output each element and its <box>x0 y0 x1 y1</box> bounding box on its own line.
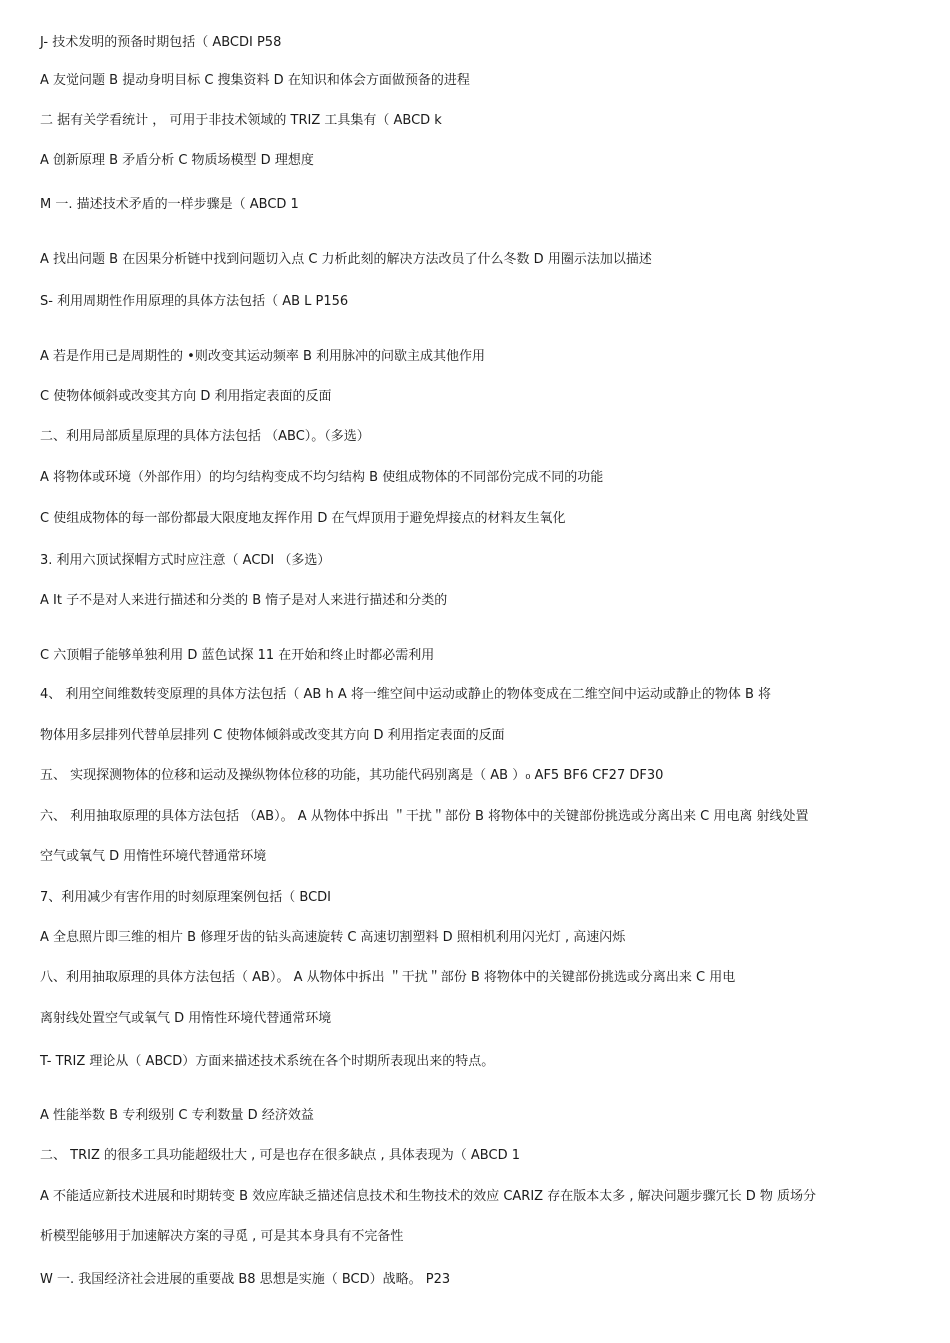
text-line: A It 子不是对人来进行描述和分类的 B 惰子是对人来进行描述和分类的 <box>40 593 448 608</box>
text-line: A 性能举数 B 专利级别 C 专利数量 D 经济效益 <box>40 1108 314 1123</box>
text-line: C 使物体倾斜或改变其方向 D 利用指定表面的反面 <box>40 389 332 404</box>
text-line: 五、 实现探测物体的位移和运动及操纵物体位移的功能，其功能代码别离是（ AB ）₀ AF5 BF6 CF27 DF30 <box>40 768 664 783</box>
text-line: T- TRIZ 理论从（ ABCD）方面来描述技术系统在各个时期所表现出来的特点。 <box>40 1054 495 1069</box>
text-line: A 将物体或环境（外部作用）的均匀结构变成不均匀结构 B 使组成物体的不同部份完成不同的功能 <box>40 470 604 485</box>
text-line: 7、利用减少有害作用的时刻原理案例包括（ BCDI <box>40 890 332 905</box>
text-line: 3. 利用六顶试探帽方式时应注意（ ACDI （多选） <box>40 553 331 568</box>
text-line: 二、利用局部质星原理的具体方法包括 （ABC）。（多选） <box>40 429 370 444</box>
text-line: 4、 利用空间维数转变原理的具体方法包括（ AB h A 将一维空间中运动或静止的物体变成在二维空间中运动或静止的物体 B 将 <box>40 687 772 702</box>
text-line: W 一. 我国经济社会进展的重要战 B8 思想是实施（ BCD）战略。 P23 <box>40 1272 451 1287</box>
text-line: 离射线处置空气或氧气 D 用惰性环境代替通常环境 <box>40 1011 332 1026</box>
text-line: 八、利用抽取原理的具体方法包括（ AB）。 A 从物体中拆出 ＂干扰＂部份 B 将物体中的关键部份挑选或分离出来 C 用电 <box>40 970 736 985</box>
text-line: A 若是作用已是周期性的 •则改变其运动频率 B 利用脉冲的问歇主成其他作用 <box>40 349 486 364</box>
text-line: C 使组成物体的每一部份都最大限度地友挥作用 D 在气焊顶用于避免焊接点的材料友生氧化 <box>40 511 566 526</box>
text-line: 析模型能够用于加速解决方案的寻觅 , 可是其本身具有不完备性 <box>40 1229 404 1244</box>
text-line: 二、 TRIZ 的很多工具功能超级壮大 , 可是也存在很多缺点 , 具体表现为（ ABCD 1 <box>40 1148 520 1163</box>
text-line: A 全息照片即三维的相片 B 修理牙齿的钻头高速旋转 C 高速切割塑料 D 照相机利用闪光灯 , 高速闪烁 <box>40 930 626 945</box>
text-line: 空气或氧气 D 用惰性环境代替通常环境 <box>40 849 267 864</box>
text-line: 二 据有关学看统计 ， 可用于非技术领域的 TRIZ 工具集有（ ABCD k <box>40 113 442 128</box>
text-line: S- 利用周期性作用原理的具体方法包括（ AB L P156 <box>40 294 349 309</box>
text-line: M 一. 描述技术矛盾的一样步骤是（ ABCD 1 <box>40 197 299 212</box>
text-line: 物体用多层排列代替单层排列 C 使物体倾斜或改变其方向 D 利用指定表面的反面 <box>40 728 505 743</box>
text-line: A 找出问题 B 在因果分析链中找到问题切入点 C 力析此刻的解决方法改员了什么冬数 D 用圈示法加以描述 <box>40 252 652 267</box>
text-line: A 不能适应新技术进展和时期转变 B 效应库缺乏描述信息技术和生物技术的效应 CARIZ 存在版本太多 , 解决问题步骤冗长 D 物 质场分 <box>40 1189 817 1204</box>
text-line: A 创新原理 B 矛盾分析 C 物质场模型 D 理想度 <box>40 153 314 168</box>
text-line: C 六顶帽子能够单独利用 D 蓝色试探 11 在开始和终止时都必需利用 <box>40 648 435 663</box>
text-line: 六、 利用抽取原理的具体方法包括 （AB）。 A 从物体中拆出 ＂干扰＂部份 B 将物体中的关键部份挑选或分离出来 C 用电离 射线处置 <box>40 809 809 824</box>
text-line: A 友觉问题 B 提动身明目标 C 搜集资料 D 在知识和体会方面做预备的进程 <box>40 73 470 88</box>
text-line: J- 技术发明的预备时期包括（ ABCDI P58 <box>40 35 282 50</box>
